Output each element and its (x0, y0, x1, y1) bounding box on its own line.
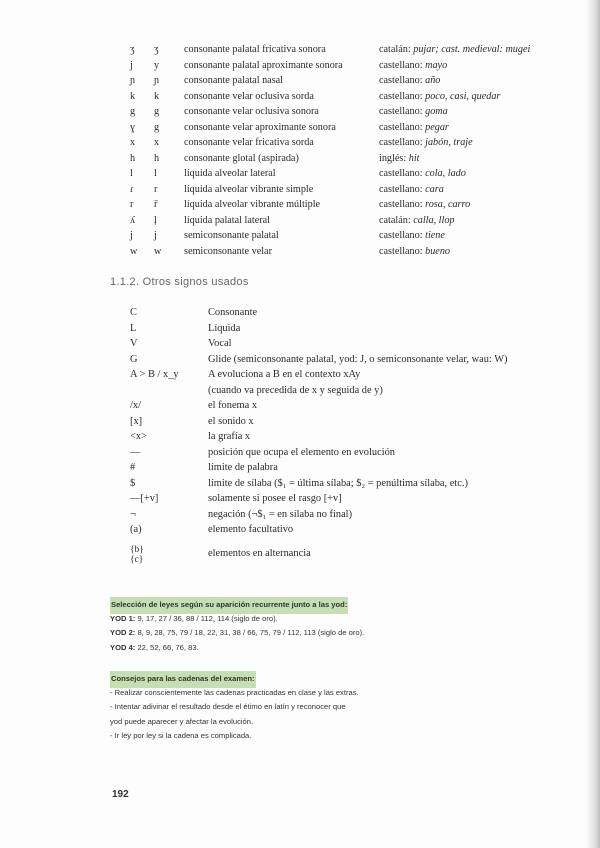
symbol: V (130, 338, 138, 349)
phoneme-example: catalán: pujar; cast. medieval: mugei (379, 44, 531, 56)
phoneme-row (130, 151, 564, 167)
phoneme-row (130, 120, 564, 136)
phoneme-description: consonante velar oclusiva sorda (184, 90, 314, 102)
symbol-meaning: el fonema x (208, 400, 258, 411)
phoneme-example: castellano: goma (379, 106, 448, 118)
phoneme-description: consonante velar fricativa sorda (184, 137, 314, 149)
symbol-row (130, 398, 508, 414)
symbol: /x/ (130, 400, 141, 411)
ipa-symbol: l (130, 168, 133, 180)
symbol-meaning: A evoluciona a B en el contexto xAy (208, 369, 361, 380)
symbol-meaning: Consonante (208, 307, 258, 318)
symbol: ¬ (130, 508, 136, 520)
tip-line: - Realizar conscientemente las cadenas practicadas en clase y las extras. (110, 687, 359, 697)
symbol-row (130, 367, 508, 383)
phoneme-row (130, 73, 564, 89)
phoneme-description: líquida alveolar vibrante simple (184, 183, 314, 195)
phoneme-row (130, 244, 564, 260)
ipa-symbol: ʒ (130, 44, 135, 56)
section-heading: 1.1.2. Otros signos usados (110, 276, 249, 288)
phoneme-row (130, 166, 564, 182)
symbol-row (130, 522, 508, 538)
yod1-line: YOD 1: 9, 17, 27 / 36, 88 / 112, 114 (siglo de oro). (110, 613, 278, 623)
ipa-symbol: ɲ (130, 75, 136, 87)
phoneme-example: castellano: jabón, traje (379, 137, 473, 149)
phoneme-table (130, 42, 564, 259)
phoneme-example: castellano: tiene (379, 230, 445, 242)
tip-line: yod puede aparecer y afectar la evolución. (110, 716, 254, 726)
phoneme-example: castellano: mayo (379, 59, 448, 71)
symbol-row (130, 445, 508, 461)
phoneme-row (130, 135, 564, 151)
page-number: 192 (112, 789, 129, 800)
symbol-row (130, 476, 508, 492)
ipa-symbol: j (130, 59, 133, 71)
alt-symbol: r̄ (154, 199, 158, 211)
symbol-meaning: negación (¬$₁ = en sílaba no final) (208, 508, 353, 520)
symbol: L (130, 322, 137, 334)
phoneme-example: castellano: pegar (379, 121, 449, 133)
phoneme-row (130, 42, 564, 58)
symbol: (a) (130, 524, 142, 535)
symbol-row (130, 352, 508, 368)
symbol-meaning: la grafía x (208, 431, 251, 442)
symbol-meaning: posición que ocupa el elemento en evolución (208, 446, 395, 458)
ipa-symbol: g (130, 106, 136, 118)
yod4-line: YOD 4: 22, 52, 66, 76, 83. (110, 642, 199, 652)
symbol-meaning: Vocal (208, 338, 232, 349)
symbol: — (130, 446, 141, 458)
alt-symbol: k (154, 90, 160, 102)
phoneme-row (130, 197, 564, 213)
alt-symbol: j (154, 230, 157, 242)
phoneme-example: castellano: cola, lado (379, 168, 466, 180)
ipa-symbol: k (130, 90, 136, 102)
symbol-row (130, 305, 508, 321)
phoneme-description: consonante glotal (aspirada) (184, 152, 299, 164)
yod2-line: YOD 2: 8, 9, 28, 75, 79 / 18, 22, 31, 38 / 66, 75, 79 / 112, 113 (siglo de oro). (110, 628, 365, 637)
symbol-meaning: solamente si posee el rasgo [+v] (208, 493, 342, 504)
symbol-meaning: elementos en alternancia (208, 547, 311, 559)
ipa-symbol: ɾ (130, 183, 134, 195)
symbol: # (130, 462, 136, 473)
alt-symbol: l (154, 168, 157, 180)
alt-symbol: x (154, 137, 160, 149)
symbol-row (130, 414, 508, 430)
alt-symbol: y (154, 59, 160, 71)
symbol-row (130, 491, 508, 507)
alt-symbol: g (154, 106, 160, 118)
symbol-row-alternation (130, 538, 508, 570)
phoneme-row (130, 228, 564, 244)
phoneme-example: castellano: bueno (379, 245, 451, 257)
phoneme-description: consonante palatal nasal (184, 75, 284, 87)
phoneme-row (130, 213, 564, 229)
alt-symbol: g (154, 121, 160, 133)
ipa-symbol: w (130, 245, 138, 257)
ipa-symbol: ʎ (130, 214, 136, 226)
symbol-row (130, 507, 508, 523)
notes-heading-laws: Selección de leyes según su aparición recurrente junto a las yod: (110, 597, 348, 614)
phoneme-example: castellano: cara (379, 183, 444, 195)
phoneme-description: líquida palatal lateral (184, 214, 270, 226)
symbol-meaning: el sonido x (208, 415, 254, 427)
alt-symbol: r (154, 183, 158, 195)
phoneme-row (130, 89, 564, 105)
symbol: G (130, 353, 138, 365)
phoneme-description: semiconsonante palatal (184, 230, 279, 242)
phoneme-description: semiconsonante velar (184, 245, 272, 257)
symbol: —[+v] (130, 493, 159, 504)
symbol-row (130, 383, 508, 399)
phoneme-example: castellano: poco, casi, quedar (379, 90, 501, 102)
phoneme-description: consonante palatal aproximante sonora (184, 59, 343, 71)
phoneme-description: consonante velar oclusiva sonora (184, 106, 319, 118)
tip-line: - Intentar adivinar el resultado desde el étimo en latín y reconocer que (110, 702, 346, 711)
phoneme-example: castellano: rosa, carro (379, 199, 471, 211)
symbol-meaning: Glide (semiconsonante palatal, yod: J, o semiconsonante velar, wau: W) (208, 353, 508, 365)
alt-symbol: ļ (154, 214, 157, 226)
symbol-row (130, 460, 508, 476)
phoneme-row (130, 182, 564, 198)
alt-symbol: ɲ (154, 75, 160, 87)
symbol: A > B / x_y (130, 369, 179, 380)
symbol-meaning: límite de sílaba ($₁ = última sílaba; $₂ = penúltima sílaba, etc.) (208, 477, 468, 489)
symbol-meaning: elemento facultativo (208, 524, 294, 535)
phoneme-description: consonante velar aproximante sonora (184, 121, 336, 133)
phoneme-description: consonante palatal fricativa sonora (184, 44, 326, 56)
symbol: <x> (130, 431, 147, 442)
symbol: C (130, 307, 137, 318)
alt-symbol: h (154, 152, 160, 164)
phoneme-row (130, 58, 564, 74)
ipa-symbol: r (130, 199, 134, 211)
symbol-row (130, 336, 508, 352)
alt-symbol: ʒ (154, 44, 159, 56)
tip-line: - Ir ley por ley si la cadena es complicada. (110, 731, 252, 740)
ipa-symbol: h (130, 152, 136, 164)
phoneme-example: inglés: hit (379, 152, 420, 164)
phoneme-description: líquida alveolar vibrante múltiple (184, 199, 321, 211)
phoneme-example: catalán: calla, llop (379, 214, 455, 226)
symbol-row (130, 429, 508, 445)
symbol: {b} {c} (130, 545, 144, 565)
page-edge-shadow (586, 0, 600, 848)
phoneme-description: líquida alveolar lateral (184, 168, 276, 180)
symbol-row (130, 321, 508, 337)
phoneme-row (130, 104, 564, 120)
ipa-symbol: x (130, 137, 136, 149)
alt-symbol: w (154, 245, 162, 257)
symbol: $ (130, 477, 136, 489)
symbols-table (130, 305, 508, 570)
phoneme-example: castellano: año (379, 75, 441, 87)
symbol: [x] (130, 415, 143, 427)
notes-heading-tips: Consejos para las cadenas del examen: (110, 671, 256, 688)
symbol-meaning: límite de palabra (208, 462, 278, 473)
symbol-meaning: (cuando va precedida de x y seguida de y) (208, 384, 383, 396)
study-notes (110, 597, 364, 744)
ipa-symbol: j (130, 230, 133, 242)
symbol-meaning: Líquida (208, 322, 241, 334)
ipa-symbol: ɣ (130, 121, 136, 133)
